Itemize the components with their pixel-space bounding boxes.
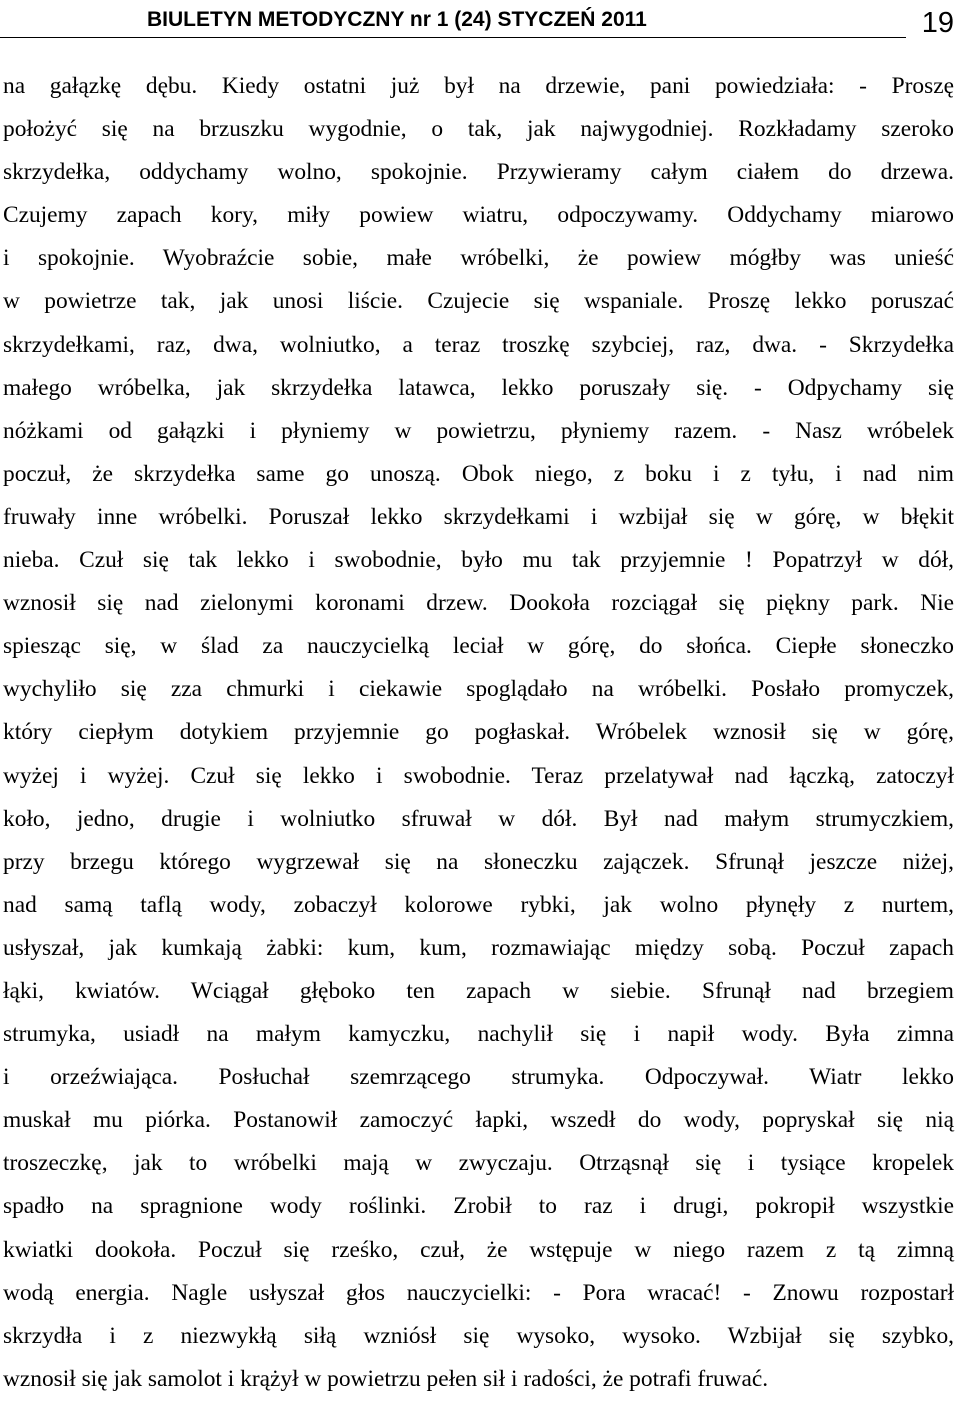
body-text (3, 65, 954, 1401)
text-line: koło, jedno, drugie i wolniutko sfruwał w dół. Był nad małym strumyczkiem, (3, 805, 954, 832)
text-line: spiesząc się, w ślad za nauczycielką leciał w górę, do słońca. Ciepłe słoneczko (3, 633, 954, 660)
text-line: który ciepłym dotykiem przyjemnie go pogłaskał. Wróbelek wznosił się w górę, (3, 719, 954, 746)
page-number: 19 (921, 7, 954, 39)
text-line: skrzydełkami, raz, dwa, wolniutko, a teraz troszkę szybciej, raz, dwa. - Skrzydełka (3, 331, 954, 358)
text-line: na gałązkę dębu. Kiedy ostatni już był na drzewie, pani powiedziała: - Proszę (3, 73, 954, 99)
text-line: wyżej i wyżej. Czuł się lekko i swobodnie. Teraz przelatywał nad łączką, zatoczył (3, 762, 954, 789)
text-line: troszeczkę, jak to wróbelki mają w zwyczaju. Otrząsnął się i tysiące kropelek (3, 1150, 954, 1177)
text-line: usłyszał, jak kumkają żabki: kum, kum, rozmawiając między sobą. Poczuł zapach (3, 934, 954, 961)
text-line: wznosił się nad zielonymi koronami drzew. Dookoła rozciągał się piękny park. Nie (3, 590, 954, 617)
page-header (0, 0, 960, 44)
text-line: spadło na spragnione wody roślinki. Zrobił to raz i drugi, pokropił wszystkie (3, 1193, 954, 1220)
text-line: małego wróbelka, jak skrzydełka latawca, lekko poruszały się. - Odpychamy się (3, 374, 954, 401)
text-line: i spokojnie. Wyobraźcie sobie, małe wróbelki, że powiew mógłby was unieść (3, 245, 954, 272)
header-title: BIULETYN METODYCZNY nr 1 (24) STYCZEŃ 2011 (147, 8, 647, 31)
text-line: kwiatki dookoła. Poczuł się rześko, czuł, że wstępuje w niego razem z tą zimną (3, 1236, 954, 1263)
text-line: nad samą taflą wody, zobaczył kolorowe rybki, jak wolno płynęły z nurtem, (3, 891, 954, 918)
text-line: łąki, kwiatów. Wciągał głęboko ten zapach w siebie. Sfrunął nad brzegiem (3, 977, 954, 1004)
text-line: wznosił się jak samolot i krążył w powietrzu pełen sił i radości, że potrafi fruwać. (3, 1365, 769, 1392)
text-line: Czujemy zapach kory, miły powiew wiatru, odpoczywamy. Oddychamy miarowo (3, 202, 954, 229)
text-line: skrzydełka, oddychamy wolno, spokojnie. Przywieramy całym ciałem do drzewa. (3, 159, 954, 186)
text-line: muskał mu piórka. Postanowił zamoczyć łapki, wszedł do wody, popryskał się nią (3, 1107, 954, 1134)
text-line: i orzeźwiająca. Posłuchał szemrzącego strumyka. Odpoczywał. Wiatr lekko (3, 1064, 954, 1091)
text-line: strumyka, usiadł na małym kamyczku, nachylił się i napił wody. Była zimna (3, 1021, 954, 1048)
text-line: poczuł, że skrzydełka same go unoszą. Obok niego, z boku i z tyłu, i nad nim (3, 460, 954, 487)
text-line: skrzydła i z niezwykłą siłą wzniósł się wysoko, wysoko. Wzbijał się szybko, (3, 1322, 954, 1349)
text-line: przy brzegu którego wygrzewał się na słoneczku zajączek. Sfrunął jeszcze niżej, (3, 848, 954, 875)
header-rule (0, 37, 906, 38)
text-line: nóżkami od gałązki i płyniemy w powietrzu, płyniemy razem. - Nasz wróbelek (3, 417, 954, 444)
text-line: wodą energia. Nagle usłyszał głos nauczycielki: - Pora wracać! - Znowu rozpostarł (3, 1279, 954, 1306)
text-line: wychyliło się zza chmurki i ciekawie spoglądało na wróbelki. Posłało promyczek, (3, 676, 954, 703)
text-line: fruwały inne wróbelki. Poruszał lekko skrzydełkami i wzbijał się w górę, w błękit (3, 503, 954, 530)
text-line: położyć się na brzuszku wygodnie, o tak, jak najwygodniej. Rozkładamy szeroko (3, 116, 954, 143)
text-line: w powietrze tak, jak unosi liście. Czujecie się wspaniale. Proszę lekko poruszać (3, 288, 954, 315)
text-line: nieba. Czuł się tak lekko i swobodnie, było mu tak przyjemnie ! Popatrzył w dół, (3, 547, 954, 574)
